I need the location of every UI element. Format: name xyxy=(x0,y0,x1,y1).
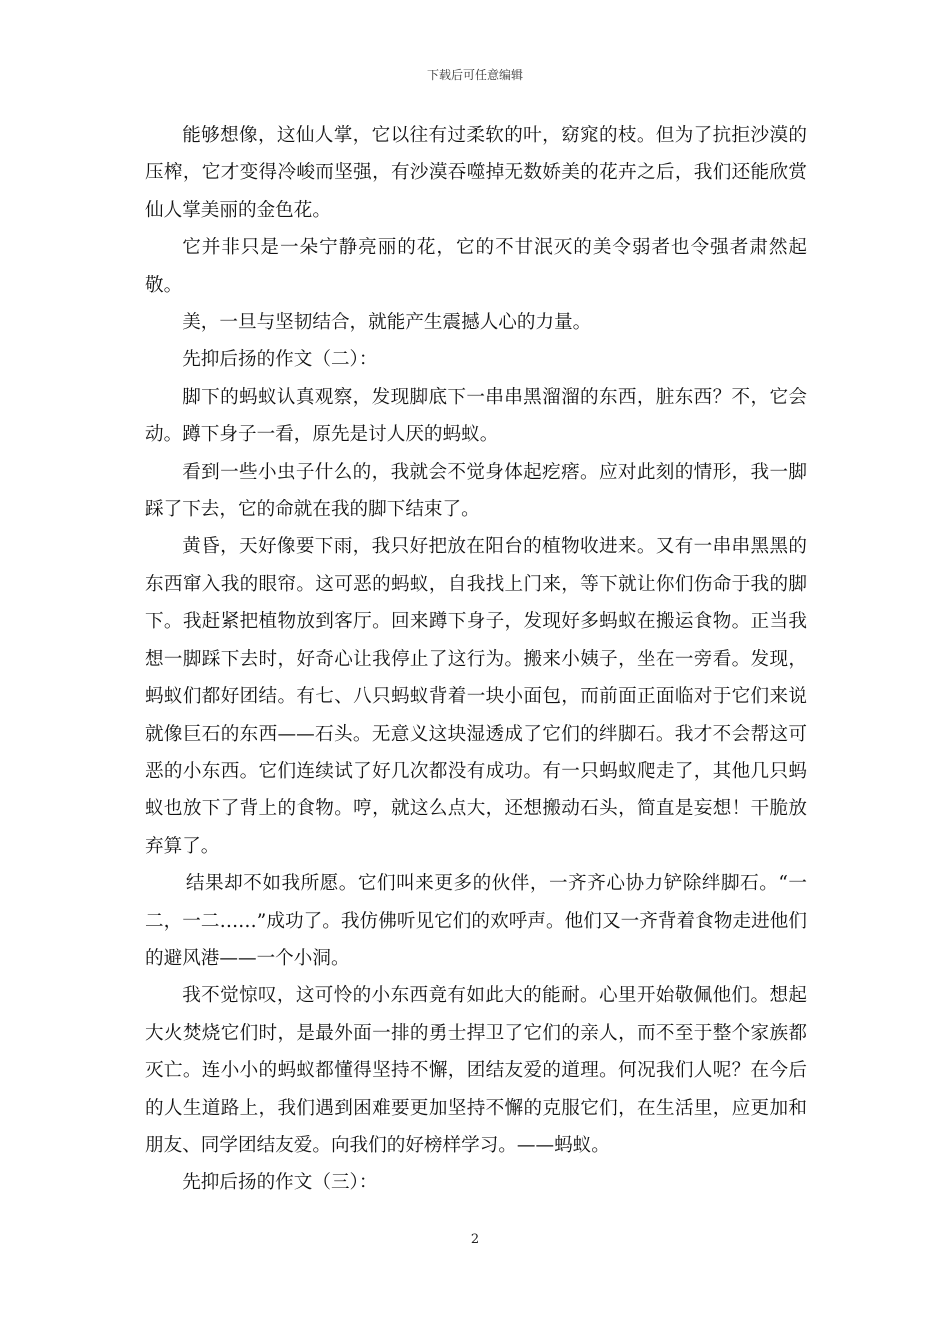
paragraph-cactus-beauty: 能够想像，这仙人掌，它以往有过柔软的叶，窈窕的枝。但为了抗拒沙漠的压榨，它才变得冷峻而坚强，有沙漠吞噬掉无数娇美的花卉之后，我们还能欣赏仙人掌美丽的金色花。 xyxy=(145,125,807,221)
paragraph-dusk-ants: 黄昏，天好像要下雨，我只好把放在阳台的植物收进来。又有一串串黑黑的东西窜入我的眼帘。这可恶的蚂蚁，自我找上门来，等下就让你们伤命于我的脚下。我赶紧把植物放到客厅。回来蹲下身子，发现好多蚂蚁在搬运食物。正当我想一脚踩下去时，好奇心让我停止了这行为。搬来小姨子，坐在一旁看。发现，蚂蚁们都好团结。有七、八只蚂蚁背着一块小面包，而前面正面临对于它们来说就像巨石的东西——石头。无意义这块湿透成了它们的绊脚石。我才不会帮这可恶的小东西。它们连续试了好几次都没有成功。有一只蚂蚁爬走了，其他几只蚂蚁也放下了背上的食物。哼，就这么点大，还想搬动石头，简直是妄想！干脆放弃算了。 xyxy=(145,536,807,857)
paragraph-ants-success: 结果却不如我所愿。它们叫来更多的伙伴，一齐齐心协力铲除绊脚石。“一二，一二……”成功了。我仿佛听见它们的欢呼声。他们又一齐背着食物走进他们的避风港——一个小洞。 xyxy=(145,873,807,969)
paragraph-ants-admiration: 我不觉惊叹，这可怜的小东西竟有如此大的能耐。心里开始敬佩他们。想起大火焚烧它们时，是最外面一排的勇士捍卫了它们的亲人，而不至于整个家族都灭亡。连小小的蚂蚁都懂得坚持不懈，团结友爱的道理。何况我们人呢？在今后的人生道路上，我们遇到困难要更加坚持不懈的克服它们，在生活里，应更加和朋友、同学团结友爱。向我们的好榜样学习。——蚂蚁。 xyxy=(145,985,807,1156)
paragraph-ants-observe: 脚下的蚂蚁认真观察，发现脚底下一串串黑溜溜的东西，脏东西？不，它会动。蹲下身子一看，原先是讨人厌的蚂蚁。 xyxy=(145,386,807,446)
section-heading-essay-2: 先抑后扬的作文（二）： xyxy=(182,349,378,371)
document-body xyxy=(145,117,807,1202)
page-number: 2 xyxy=(470,1232,480,1247)
paragraph-beauty-strength: 美，一旦与坚韧结合，就能产生震撼人心的力量。 xyxy=(182,312,592,334)
paragraph-cactus-respect: 它并非只是一朵宁静亮丽的花，它的不甘泯灭的美令弱者也令强者肃然起敬。 xyxy=(145,237,807,296)
section-heading-essay-3: 先抑后扬的作文（三）： xyxy=(182,1172,378,1194)
paragraph-bugs-step: 看到一些小虫子什么的，我就会不觉身体起疙瘩。应对此刻的情形，我一脚踩了下去，它的命就在我的脚下结束了。 xyxy=(145,461,807,521)
page-header: 下载后可任意编辑 xyxy=(426,68,523,82)
